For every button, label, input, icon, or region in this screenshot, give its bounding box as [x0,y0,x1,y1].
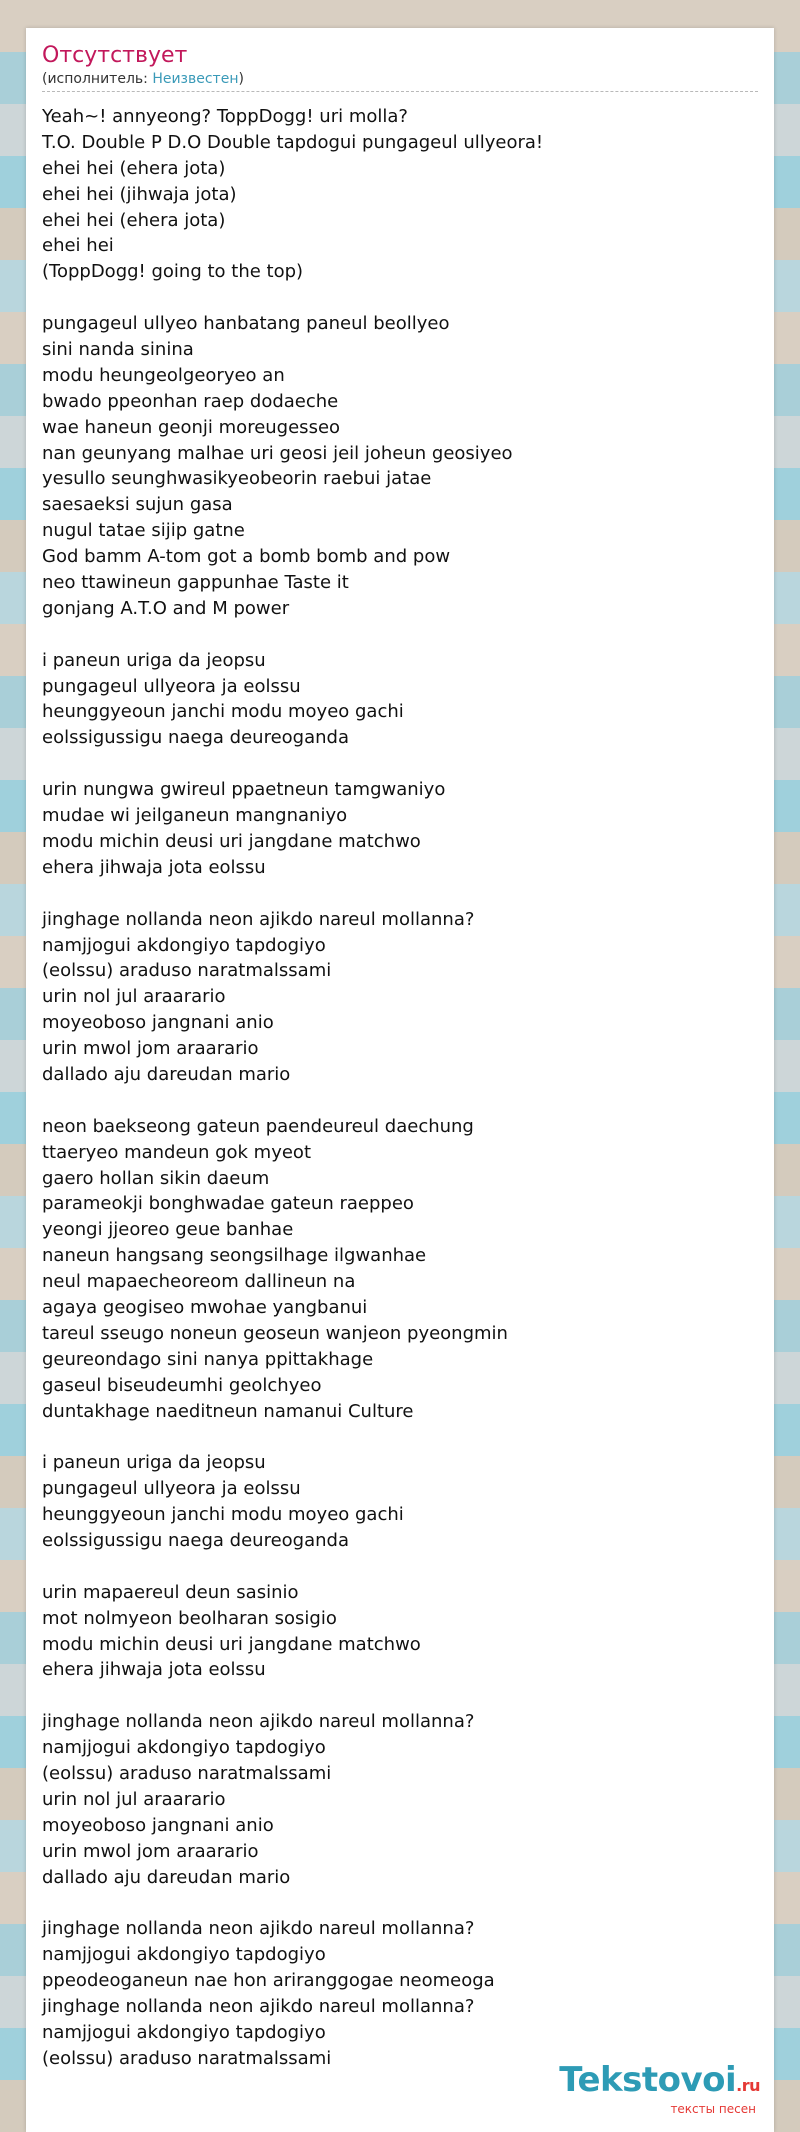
lyric-blank-line [42,1554,758,1580]
lyric-line: moyeoboso jangnani anio [42,1012,274,1034]
lyrics-card [26,28,774,2132]
lyric-line: jinghage nollanda neon ajikdo nareul mollanna? [42,1996,475,2018]
lyric-line: jinghage nollanda neon ajikdo nareul mollanna? [42,1711,475,1733]
lyric-line: bwado ppeonhan raep dodaeche [42,390,339,412]
lyric-line: naneun hangsang seongsilhage ilgwanhae [42,1245,427,1267]
lyric-line: gonjang A.T.O and M power [42,597,290,619]
lyric-line: T.O. Double P D.O Double tapdogui pungageul ullyeora! [42,131,544,153]
lyric-line: wae haneun geonji moreugesseo [42,416,341,438]
lyric-line: tareul sseugo noneun geoseun wanjeon pyeongmin [42,1322,508,1344]
lyric-line: (eolssu) araduso naratmalssami [42,960,332,982]
performer-link[interactable]: Неизвестен [152,71,239,87]
lyric-line: modu michin deusi uri jangdane matchwo [42,1633,421,1655]
lyric-line: duntakhage naeditneun namanui Culture [42,1400,414,1422]
lyric-line: yeongi jjeoreo geue banhae [42,1219,294,1241]
performer-line [42,70,758,88]
lyric-line: heunggyeoun janchi modu moyeo gachi [42,701,404,723]
lyric-line: neon baekseong gateun paendeureul daechung [42,1115,474,1137]
lyric-line: Yeah~! annyeong? ToppDogg! uri molla? [42,106,408,127]
lyric-line: nan geunyang malhae uri geosi jeil joheun geosiyeo [42,442,513,464]
lyric-line: parameokji bonghwadae gateun raeppeo [42,1193,414,1215]
lyric-line: namjjogui akdongiyo tapdogiyo [42,934,326,956]
lyric-line: modu heungeolgeoryeo an [42,364,285,386]
logo-text: Tekstovoi [559,2060,737,2100]
logo-wordmark [559,2062,760,2104]
lyric-line: yesullo seunghwasikyeobeorin raebui jatae [42,468,432,490]
lyric-blank-line [42,622,758,648]
lyric-line: saesaeksi sujun gasa [42,494,233,516]
lyric-blank-line [42,1424,758,1450]
lyric-blank-line [42,881,758,907]
lyric-line: ehera jihwaja jota eolssu [42,856,266,878]
lyric-line: God bamm A-tom got a bomb bomb and pow [42,546,451,568]
lyric-line: geureondago sini nanya ppittakhage [42,1348,374,1370]
lyric-line: namjjogui akdongiyo tapdogiyo [42,2021,326,2043]
lyric-line: modu michin deusi uri jangdane matchwo [42,830,421,852]
lyric-line: eolssigussigu naega deureoganda [42,727,350,749]
logo-tld: .ru [736,2076,760,2095]
song-title: Отсутствует [42,43,188,68]
lyric-line: ppeodeoganeun nae hon ariranggogae neomeoga [42,1970,495,1992]
lyric-line: heunggyeoun janchi modu moyeo gachi [42,1504,404,1526]
lyric-line: sini nanda sinina [42,339,194,361]
lyric-line: moyeoboso jangnani anio [42,1814,274,1836]
lyric-line: ehei hei (jihwaja jota) [42,183,237,205]
song-header [42,42,758,92]
lyric-line: (ToppDogg! going to the top) [42,261,304,283]
lyric-line: ehei hei (ehera jota) [42,157,226,179]
lyric-line: urin mwol jom araarario [42,1840,259,1862]
lyric-line: urin nol jul araarario [42,986,226,1008]
lyric-line: eolssigussigu naega deureoganda [42,1529,350,1551]
lyric-line: namjjogui akdongiyo tapdogiyo [42,1944,326,1966]
lyric-line: (eolssu) araduso naratmalssami [42,2047,332,2069]
lyric-line: dallado aju dareudan mario [42,1063,291,1085]
lyric-line: pungageul ullyeora ja eolssu [42,1478,301,1500]
lyric-line: namjjogui akdongiyo tapdogiyo [42,1737,326,1759]
performer-prefix: (исполнитель: [42,71,153,87]
site-logo[interactable] [559,2062,760,2116]
lyric-blank-line [42,1683,758,1709]
lyric-line: ehera jihwaja jota eolssu [42,1659,266,1681]
lyric-line: ttaeryeo mandeun gok myeot [42,1141,312,1163]
lyric-line: ehei hei [42,235,114,257]
lyric-blank-line [42,751,758,777]
lyric-line: urin nungwa gwireul ppaetneun tamgwaniyo [42,779,446,801]
lyric-line: gaseul biseudeumhi geolchyeo [42,1374,322,1396]
lyric-line: urin mapaereul deun sasinio [42,1581,299,1603]
lyric-line: mot nolmyeon beolharan sosigio [42,1607,337,1629]
lyric-line: i paneun uriga da jeopsu [42,1452,266,1474]
lyric-line: dallado aju dareudan mario [42,1866,291,1888]
lyric-blank-line [42,1088,758,1114]
lyric-line: i paneun uriga da jeopsu [42,649,266,671]
lyric-line: (eolssu) araduso naratmalssami [42,1763,332,1784]
lyric-blank-line [42,285,758,311]
lyric-line: pungageul ullyeo hanbatang paneul beollyeo [42,313,450,335]
logo-tagline: тексты песен [670,2102,756,2116]
lyric-line: ehei hei (ehera jota) [42,209,226,231]
lyric-line: nugul tatae sijip gatne [42,520,245,542]
lyric-line: agaya geogiseo mwohae yangbanui [42,1296,368,1318]
lyric-line: jinghage nollanda neon ajikdo nareul mollanna? [42,908,475,930]
lyric-line: mudae wi jeilganeun mangnaniyo [42,805,348,827]
lyric-blank-line [42,1890,758,1916]
lyric-line: neo ttawineun gappunhae Taste it [42,572,349,594]
lyric-line: pungageul ullyeora ja eolssu [42,675,301,697]
lyric-line: jinghage nollanda neon ajikdo nareul mollanna? [42,1918,475,1940]
performer-suffix: ) [238,71,244,87]
lyrics-body [42,104,758,2072]
lyric-line: urin nol jul araarario [42,1788,226,1810]
lyric-line: urin mwol jom araarario [42,1038,259,1060]
lyric-line: gaero hollan sikin daeum [42,1167,270,1189]
lyric-line: neul mapaecheoreom dallineun na [42,1271,356,1293]
